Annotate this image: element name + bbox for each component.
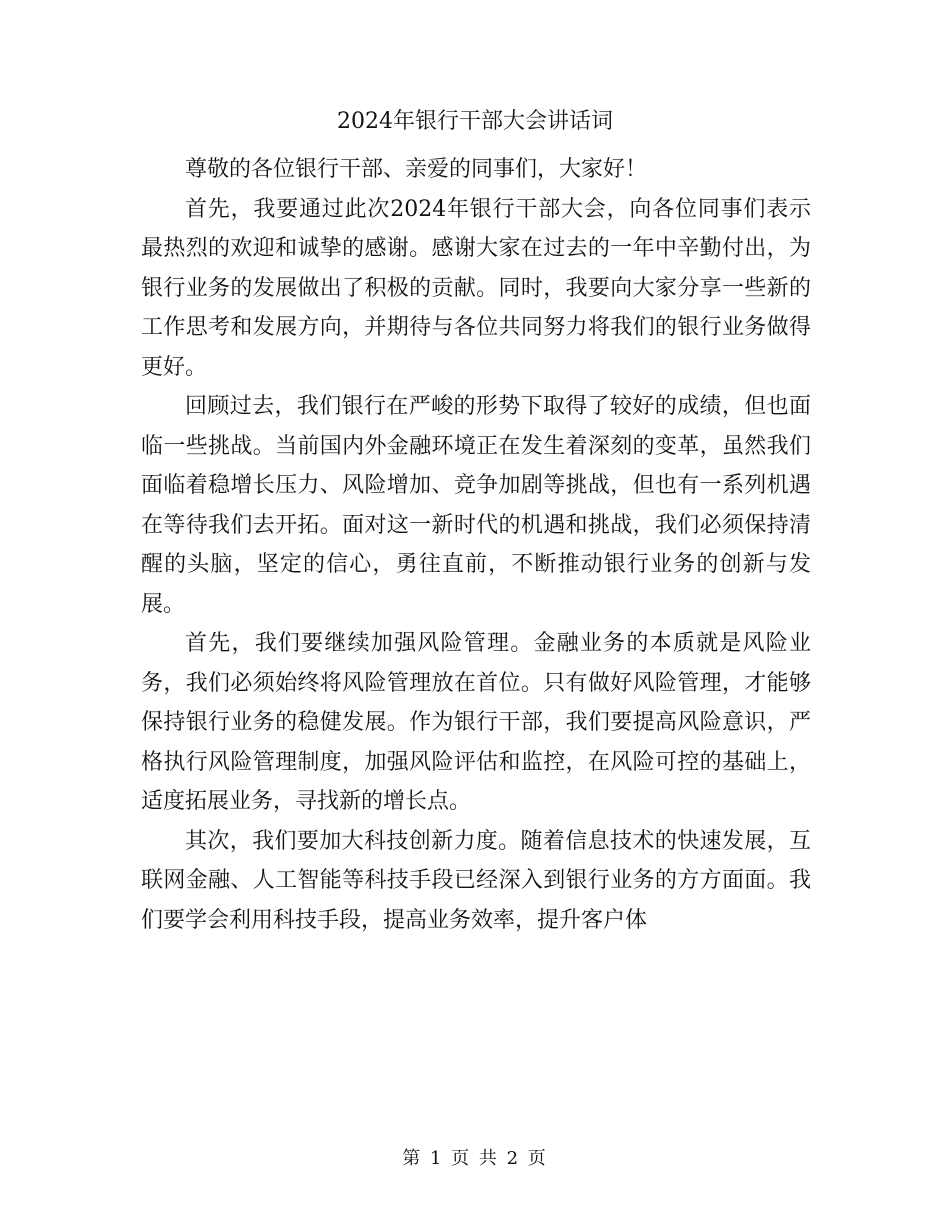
paragraph-greeting: 尊敬的各位银行干部、亲爱的同事们，大家好！ [185,157,648,182]
paragraph-review: 回顾过去，我们银行在严峻的形势下取得了较好的成绩，但也面临一些挑战。当前国内外金融环境正在发生着深刻的变革，虽然我们面临着稳增长压力、风险增加、竞争加剧等挑战，但也有一系列机遇在等待我们去开拓。面对这一新时代的机遇和挑战，我们必须保持清醒的头脑，坚定的信心，勇往直前，不断推动银行业务的创新与发展。 [141,394,811,617]
paragraph-risk-management: 首先，我们要继续加强风险管理。金融业务的本质就是风险业务，我们必须始终将风险管理放在首位。只有做好风险管理，才能够保持银行业务的稳健发展。作为银行干部，我们要提高风险意识，严格执行风险管理制度，加强风险评估和监控，在风险可控的基础上，适度拓展业务，寻找新的增长点。 [141,631,811,814]
document-title: 2024年银行干部大会讲话词 [337,109,613,134]
document-body [141,150,811,940]
page-number-footer: 第 1 页 共 2 页 [402,1148,548,1169]
paragraph-tech-innovation: 其次，我们要加大科技创新力度。随着信息技术的快速发展，互联网金融、人工智能等科技手段已经深入到银行业务的方方面面。我们要学会利用科技手段，提高业务效率，提升客户体 [141,828,811,933]
paragraph-welcome: 首先，我要通过此次2024年银行干部大会，向各位同事们表示最热烈的欢迎和诚挚的感谢。感谢大家在过去的一年中辛勤付出，为银行业务的发展做出了积极的贡献。同时，我要向大家分享一些新的工作思考和发展方向，并期待与各位共同努力将我们的银行业务做得更好。 [141,196,811,380]
